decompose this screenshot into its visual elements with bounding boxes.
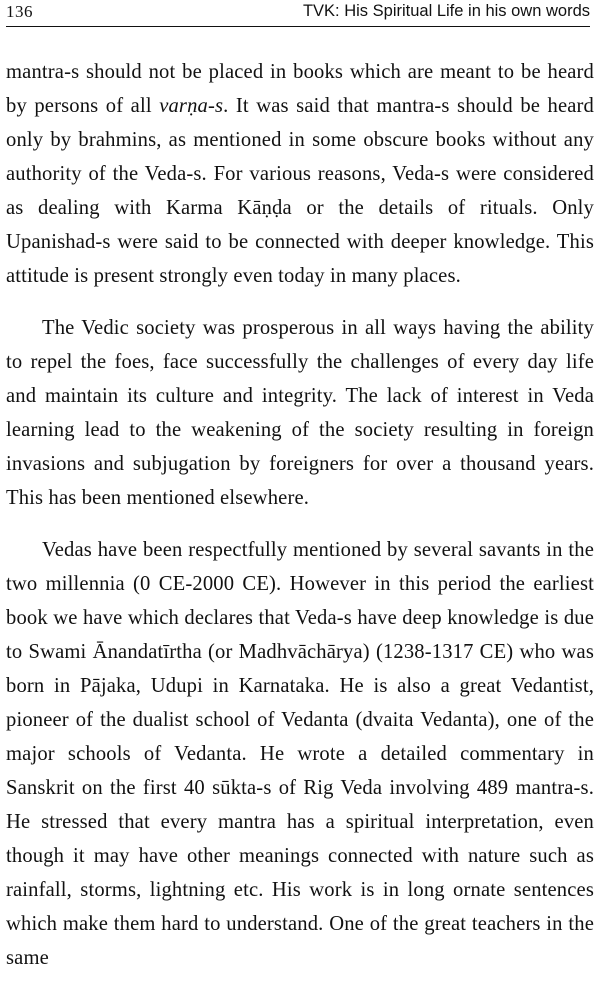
page-number: 136 xyxy=(6,2,33,21)
page-header xyxy=(6,2,590,27)
paragraph-1-italic-term: varṇa-s xyxy=(159,95,224,117)
paragraph-2: The Vedic society was prosperous in all ways having the ability to repel the foes, face successfully the challenges of every day life and maintain its culture and integrity. The lack of interest in Veda learning lead to the weakening of the society resulting in foreign invasions and subjugation by foreigners for over a thousand years. This has been mentioned elsewhere. xyxy=(6,317,594,509)
running-title: TVK: His Spiritual Life in his own words xyxy=(302,2,590,20)
paragraph-1-text-b: . It was said that mantra-s should be heard only by brahmins, as mentioned in some obscure books without any authority of the Veda-s. For various reasons, Veda-s were considered as dealing with Karma Kāṇḍa or the details of rituals. Only Upanishad-s were said to be connected with deeper knowledge. This attitude is present strongly even today in many places. xyxy=(6,95,595,287)
paragraph-3: Vedas have been respectfully mentioned by several savants in the two millennia (0 CE-2000 CE). However in this period the earliest book we have which declares that Veda-s have deep knowledge is due to Swami Ānandatīrtha (or Madhvāchārya) (1238-1317 CE) who was born in Pājaka, Udupi in Karnataka. He is also a great Vedantist, pioneer of the dualist school of Vedanta (dvaita Vedanta), one of the major schools of Vedanta. He wrote a detailed commentary in Sanskrit on the first 40 sūkta-s of Rig Veda involving 489 mantra-s. He stressed that every mantra has a spiritual interpretation, even though it may have other meanings connected with nature such as rainfall, storms, lightning etc. His work is in long ornate sentences which make them hard to understand. One of the great teachers in the same xyxy=(6,539,594,969)
body-text xyxy=(6,55,594,993)
paragraph-1-text-a: mantra-s should not be placed in books which are meant to be heard by persons of all xyxy=(6,61,594,117)
paragraph-1 xyxy=(6,55,594,293)
